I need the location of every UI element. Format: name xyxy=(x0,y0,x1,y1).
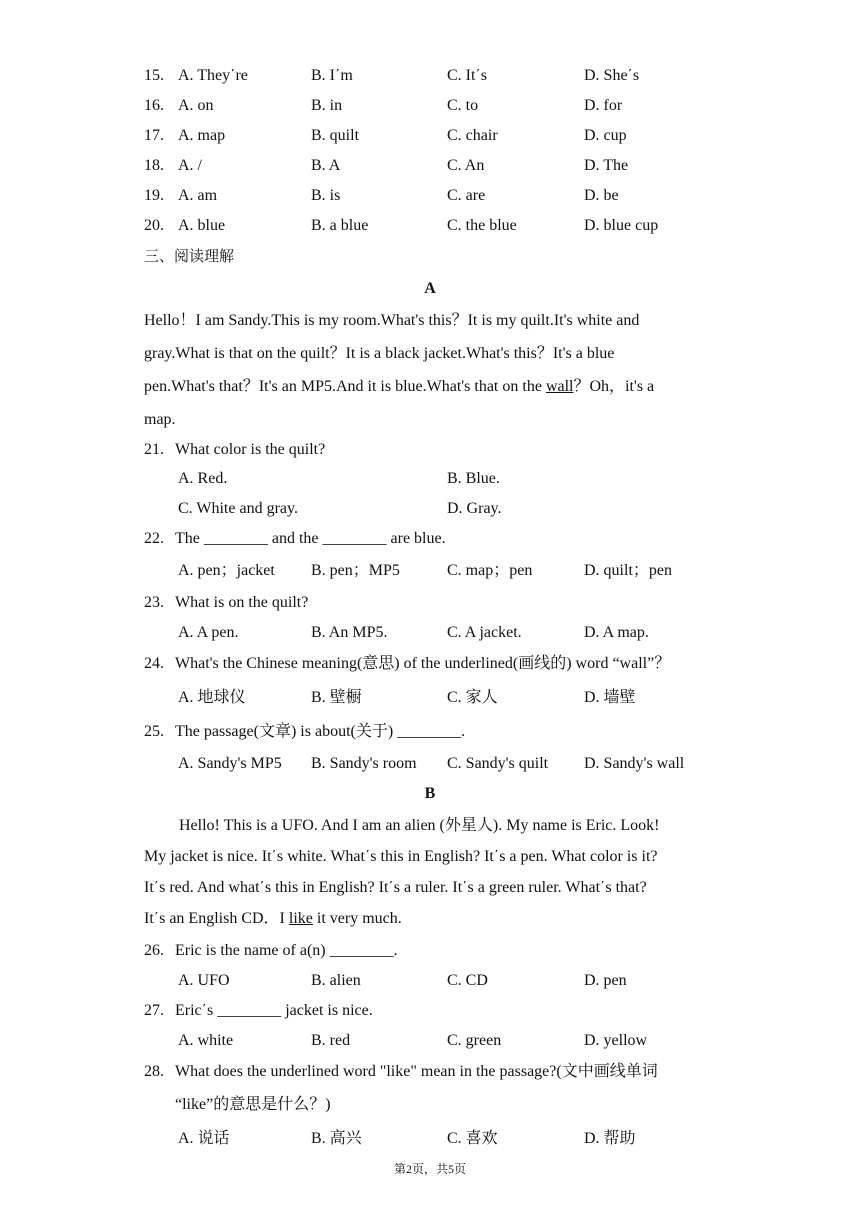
option-a: A. white xyxy=(178,1032,234,1049)
passage-b-line: Hello! This is a UFO. And I am an alien (外星人). My name is Eric. Look! xyxy=(179,817,660,834)
passage-b-line: My jacket is nice. It΄s white. What΄s this in English? It΄s a pen. What color is it? xyxy=(144,848,658,865)
option-d: D. The xyxy=(584,157,629,174)
option-a: A. blue xyxy=(178,217,226,234)
question-number: 15. xyxy=(144,67,164,84)
question-text: What is on the quilt? xyxy=(175,594,309,611)
option-c: C. the blue xyxy=(447,217,517,234)
option-b: B. An MP5. xyxy=(311,624,388,641)
question-text: What does the underlined word "like" mean in the passage?(文中画线单词 xyxy=(175,1063,658,1080)
passage-a-line: gray.What is that on the quilt？It is a black jacket.What's this？It's a blue xyxy=(144,345,615,362)
option-b: B. red xyxy=(311,1032,351,1049)
option-b: B. quilt xyxy=(311,127,360,144)
option-c: C. It΄s xyxy=(447,67,487,84)
passage-b-line: It΄s red. And what΄s this in English? It΄s a ruler. It΄s a green ruler. What΄s that? xyxy=(144,879,647,896)
option-d: D. Sandy's wall xyxy=(584,755,685,772)
option-c: C. green xyxy=(447,1032,502,1049)
option-d: D. yellow xyxy=(584,1032,648,1049)
option-d: D. blue cup xyxy=(584,217,659,234)
question-number: 22. xyxy=(144,530,164,547)
option-c: C. White and gray. xyxy=(178,500,298,517)
underlined-word: wall xyxy=(545,378,574,395)
option-b: B. in xyxy=(311,97,343,114)
option-b: B. Sandy's room xyxy=(311,755,417,772)
option-c: C. An xyxy=(447,157,485,174)
option-a: A. They΄re xyxy=(178,67,248,84)
option-d: D. She΄s xyxy=(584,67,640,84)
option-c: C. CD xyxy=(447,972,488,989)
question-text: What color is the quilt? xyxy=(175,441,326,458)
passage-a-line: Hello！I am Sandy.This is my room.What's this？It is my quilt.It's white and xyxy=(144,312,640,329)
question-number: 21. xyxy=(144,441,164,458)
option-a: A. on xyxy=(178,97,214,114)
option-a: A. 地球仪 xyxy=(178,689,246,706)
option-c: C. Sandy's quilt xyxy=(447,755,549,772)
option-d: D. for xyxy=(584,97,623,114)
question-number: 19. xyxy=(144,187,164,204)
option-a: A. A pen. xyxy=(178,624,239,641)
option-b: B. is xyxy=(311,187,341,204)
question-number: 18. xyxy=(144,157,164,174)
passage-a-line: map. xyxy=(144,411,176,428)
passage-b-title: B xyxy=(424,785,436,802)
question-text: “like”的意思是什么？) xyxy=(175,1096,331,1113)
question-number: 23. xyxy=(144,594,164,611)
option-a: A. UFO xyxy=(178,972,230,989)
option-a: A. map xyxy=(178,127,226,144)
question-text: Eric is the name of a(n) ________. xyxy=(175,942,398,959)
question-number: 20. xyxy=(144,217,164,234)
passage-a-line xyxy=(144,376,704,398)
question-number: 24. xyxy=(144,655,164,672)
page-number-footer: 第2页，共5页 xyxy=(393,1162,466,1176)
option-d: D. A map. xyxy=(584,624,649,641)
question-number: 26. xyxy=(144,942,164,959)
option-d: D. 墙壁 xyxy=(584,689,636,706)
option-a: A. Red. xyxy=(178,470,228,487)
underlined-word: like xyxy=(288,910,313,927)
option-c: C. are xyxy=(447,187,486,204)
option-a: A. / xyxy=(178,157,202,174)
option-d: D. be xyxy=(584,187,619,204)
question-text: Eric΄s ________ jacket is nice. xyxy=(175,1002,373,1019)
option-a: A. 说话 xyxy=(178,1130,230,1147)
question-text: The passage(文章) is about(关于) ________. xyxy=(175,723,466,740)
option-b: B. 壁橱 xyxy=(311,689,362,706)
question-number: 25. xyxy=(144,723,164,740)
option-c: C. A jacket. xyxy=(447,624,522,641)
option-d: D. 帮助 xyxy=(584,1130,636,1147)
option-b: B. alien xyxy=(311,972,361,989)
passage-a-title: A xyxy=(424,280,436,297)
option-c: C. chair xyxy=(447,127,498,144)
option-d: D. Gray. xyxy=(447,500,502,517)
option-b: B. pen；MP5 xyxy=(311,562,400,579)
option-d: D. cup xyxy=(584,127,627,144)
option-c: C. to xyxy=(447,97,479,114)
passage-b-line xyxy=(144,908,704,930)
passage-text: it very much. xyxy=(312,910,402,927)
option-b: B. a blue xyxy=(311,217,369,234)
option-b: B. Blue. xyxy=(447,470,500,487)
passage-text: pen.What's that？It's an MP5.And it is blue.What's that on the xyxy=(144,378,546,395)
option-c: C. 家人 xyxy=(447,689,498,706)
option-b: B. A xyxy=(311,157,341,174)
option-d: D. pen xyxy=(584,972,627,989)
option-a: A. pen；jacket xyxy=(178,562,275,579)
passage-text: It΄s an English CD．I xyxy=(144,910,289,927)
option-c: C. map；pen xyxy=(447,562,533,579)
question-number: 17. xyxy=(144,127,164,144)
question-text: The ________ and the ________ are blue. xyxy=(175,530,446,547)
question-text: What's the Chinese meaning(意思) of the underlined(画线的) word “wall”？ xyxy=(175,655,671,672)
option-d: D. quilt；pen xyxy=(584,562,672,579)
question-number: 27. xyxy=(144,1002,164,1019)
section-heading: 三、阅读理解 xyxy=(144,247,235,265)
question-number: 16. xyxy=(144,97,164,114)
option-a: A. am xyxy=(178,187,218,204)
option-b: B. 高兴 xyxy=(311,1130,362,1147)
option-c: C. 喜欢 xyxy=(447,1130,498,1147)
passage-text: ？Oh，it's a xyxy=(573,378,655,395)
question-number: 28. xyxy=(144,1063,164,1080)
option-a: A. Sandy's MP5 xyxy=(178,755,282,772)
option-b: B. I΄m xyxy=(311,67,353,84)
